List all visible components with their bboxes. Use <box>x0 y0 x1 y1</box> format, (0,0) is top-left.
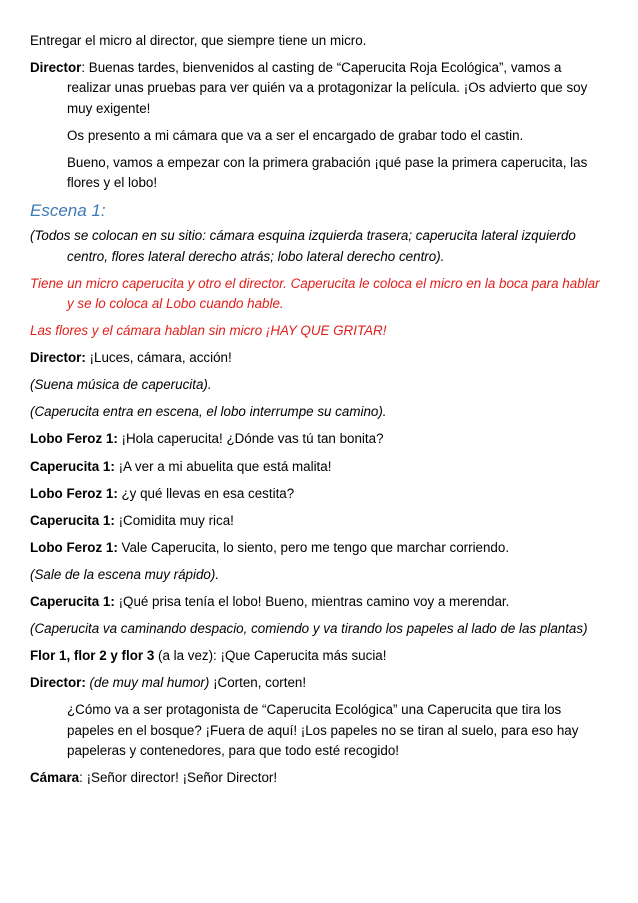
speaker-name: Lobo Feroz 1: <box>30 539 118 555</box>
stage-direction <box>30 619 608 639</box>
dialogue-line <box>30 484 608 504</box>
dialogue-text: : Buenas tardes, bienvenidos al casting de “Caperucita Roja Ecológica”, vamos a realizar unas pruebas para ver quién va a protagonizar la película. ¡Os advierto que soy muy exigente! <box>67 60 588 116</box>
speaker-name: Lobo Feroz 1: <box>30 485 118 501</box>
dialogue-line <box>30 673 608 693</box>
dialogue-text: ¡Qué prisa tenía el lobo! Bueno, mientras camino voy a merendar. <box>114 593 510 609</box>
scene-heading: Escena 1: <box>30 201 106 221</box>
stage-direction-text: (Caperucita va caminando despacio, comiendo y va tirando los papeles al lado de las plantas) <box>30 621 588 637</box>
dialogue-line <box>30 429 608 449</box>
stage-direction <box>30 402 608 422</box>
stage-direction-text: Tiene un micro caperucita y otro el director. Caperucita le coloca el micro en la boca para hablar y se lo coloca al Lobo cuando hable. <box>30 275 600 311</box>
dialogue-line <box>30 348 608 368</box>
speaker-name: Caperucita 1: <box>30 593 115 609</box>
stage-direction-text: (Todos se colocan en su sitio: cámara esquina izquierda trasera; caperucita lateral izquierdo centro, flores lateral derecho atrás; lobo lateral derecho centro). <box>30 228 576 264</box>
speaker-name: Caperucita 1: <box>30 458 115 474</box>
inline-stage-direction: (de muy mal humor) <box>85 675 210 691</box>
stage-direction-text: Las flores y el cámara hablan sin micro ¡HAY QUE GRITAR! <box>30 323 387 339</box>
stage-note-text: Entregar el micro al director, que siempre tiene un micro. <box>30 33 367 48</box>
speaker-name: Cámara <box>30 770 80 786</box>
dialogue-line <box>30 58 608 119</box>
stage-direction-red <box>30 274 608 315</box>
stage-direction <box>30 375 608 395</box>
dialogue-line <box>30 646 608 666</box>
stage-direction <box>30 226 608 267</box>
dialogue-text: ¡A ver a mi abuelita que está malita! <box>114 458 332 474</box>
dialogue-text: Bueno, vamos a empezar con la primera grabación ¡qué pase la primera caperucita, las flores y el lobo! <box>67 154 588 191</box>
dialogue-line <box>30 538 608 558</box>
speaker-name: Lobo Feroz 1: <box>30 431 118 447</box>
stage-direction-text: (Sale de la escena muy rápido). <box>30 566 220 582</box>
dialogue-text: (a la vez): ¡Que Caperucita más sucia! <box>154 648 387 664</box>
speaker-name: Caperucita 1: <box>30 512 115 528</box>
dialogue-text: ¡Hola caperucita! ¿Dónde vas tú tan bonita? <box>117 431 384 447</box>
stage-direction-red <box>30 321 608 341</box>
dialogue-text: ¿Cómo va a ser protagonista de “Caperucita Ecológica” una Caperucita que tira los papeles en el bosque? ¡Fuera de aquí! ¡Los papeles no se tiran al suelo, para eso hay papeleras y contenedores, para que todo esté recogido! <box>67 702 579 758</box>
dialogue-text: Os presento a mi cámara que va a ser el encargado de grabar todo el castin. <box>67 127 524 143</box>
dialogue-text: ¡Corten, corten! <box>209 675 307 691</box>
speaker-name: Flor 1, flor 2 y flor 3 <box>30 648 155 664</box>
speaker-name: Director: <box>30 675 86 691</box>
dialogue-line <box>30 592 608 612</box>
stage-direction-text: (Caperucita entra en escena, el lobo interrumpe su camino). <box>30 404 387 420</box>
dialogue-line <box>30 768 608 788</box>
speaker-name: Director: <box>30 350 86 366</box>
dialogue-line <box>30 457 608 477</box>
speaker-name: Director <box>30 60 82 76</box>
dialogue-text: ¿y qué llevas en esa cestita? <box>117 485 295 501</box>
dialogue-text: ¡Luces, cámara, acción! <box>85 350 232 366</box>
dialogue-text: Vale Caperucita, lo siento, pero me tengo que marchar corriendo. <box>117 539 510 555</box>
dialogue-line <box>30 511 608 531</box>
dialogue-continuation <box>30 153 608 194</box>
dialogue-text: : ¡Señor director! ¡Señor Director! <box>79 770 278 786</box>
dialogue-continuation <box>30 700 608 761</box>
stage-direction <box>30 565 608 585</box>
stage-direction-text: (Suena música de caperucita). <box>30 377 212 393</box>
dialogue-continuation <box>30 126 608 146</box>
stage-note <box>30 31 608 51</box>
dialogue-text: ¡Comidita muy rica! <box>114 512 234 528</box>
